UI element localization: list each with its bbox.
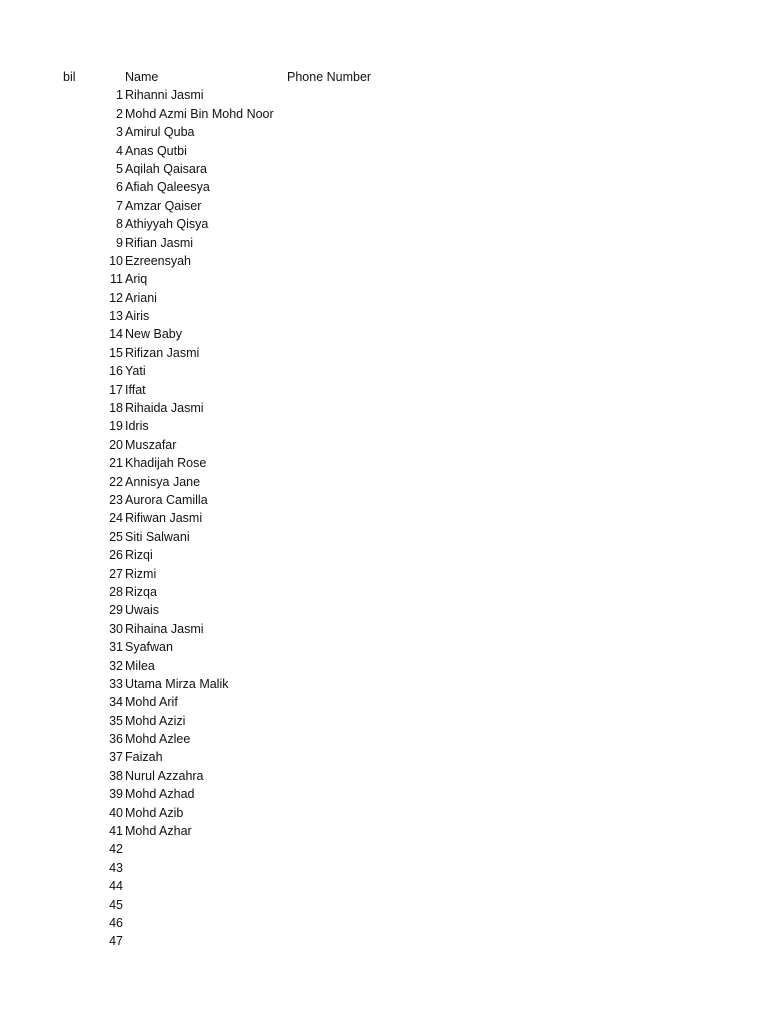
row-number: 35 bbox=[109, 713, 123, 728]
table-row bbox=[0, 785, 768, 803]
row-name: Anas Qutbi bbox=[125, 143, 187, 158]
row-number: 47 bbox=[109, 934, 123, 949]
row-name: Airis bbox=[125, 309, 150, 324]
table-row bbox=[0, 546, 768, 564]
row-number: 25 bbox=[109, 529, 123, 544]
row-number: 29 bbox=[109, 603, 123, 618]
row-number: 2 bbox=[116, 106, 123, 121]
row-number: 41 bbox=[109, 824, 123, 839]
table-row bbox=[0, 509, 768, 527]
row-number: 14 bbox=[109, 327, 123, 342]
row-name: Mohd Azlee bbox=[125, 732, 191, 747]
table-row bbox=[0, 473, 768, 491]
row-name: Rifiwan Jasmi bbox=[125, 511, 203, 526]
row-number: 28 bbox=[109, 584, 123, 599]
table-row bbox=[0, 197, 768, 215]
table-row bbox=[0, 657, 768, 675]
row-number: 20 bbox=[109, 437, 123, 452]
table-row bbox=[0, 840, 768, 858]
header-phone-number: Phone Number bbox=[287, 70, 372, 84]
row-name: Mohd Azhar bbox=[125, 824, 192, 839]
row-name: Utama Mirza Malik bbox=[125, 676, 229, 691]
table-row bbox=[0, 748, 768, 766]
table-row bbox=[0, 142, 768, 160]
row-number: 12 bbox=[109, 290, 123, 305]
contact-sheet bbox=[0, 68, 768, 951]
table-row bbox=[0, 234, 768, 252]
table-row bbox=[0, 381, 768, 399]
table-row bbox=[0, 399, 768, 417]
table-row bbox=[0, 252, 768, 270]
row-number: 11 bbox=[110, 272, 123, 287]
row-number: 39 bbox=[109, 787, 123, 802]
row-name: Uwais bbox=[125, 603, 160, 618]
table-row bbox=[0, 565, 768, 583]
row-name: Annisya Jane bbox=[125, 474, 201, 489]
row-name: Rizmi bbox=[125, 566, 157, 581]
row-name: Amirul Quba bbox=[125, 125, 195, 140]
row-name: Rizqi bbox=[125, 548, 153, 563]
table-row bbox=[0, 804, 768, 822]
table-row bbox=[0, 436, 768, 454]
row-number: 27 bbox=[109, 566, 123, 581]
row-name: Rifian Jasmi bbox=[125, 235, 194, 250]
row-number: 13 bbox=[109, 309, 123, 324]
row-number: 21 bbox=[109, 456, 123, 471]
table-row bbox=[0, 730, 768, 748]
table-row bbox=[0, 896, 768, 914]
table-row bbox=[0, 859, 768, 877]
row-number: 9 bbox=[116, 235, 123, 250]
table-row bbox=[0, 583, 768, 601]
table-row bbox=[0, 712, 768, 730]
row-name: Mohd Azizi bbox=[125, 713, 186, 728]
table-row bbox=[0, 601, 768, 619]
row-number: 43 bbox=[109, 860, 123, 875]
row-number: 44 bbox=[109, 879, 123, 894]
row-number: 30 bbox=[109, 621, 123, 636]
header-row bbox=[0, 68, 768, 86]
row-name: Mohd Azhad bbox=[125, 787, 195, 802]
table-row bbox=[0, 877, 768, 895]
row-number: 6 bbox=[116, 180, 123, 195]
row-name: Rihaina Jasmi bbox=[125, 621, 204, 636]
row-number: 38 bbox=[109, 768, 123, 783]
row-name: Afiah Qaleesya bbox=[125, 180, 210, 195]
row-name: Muszafar bbox=[125, 437, 177, 452]
row-number: 37 bbox=[109, 750, 123, 765]
row-number: 22 bbox=[109, 474, 123, 489]
row-name: Siti Salwani bbox=[125, 529, 190, 544]
row-number: 16 bbox=[109, 364, 123, 379]
table-row bbox=[0, 914, 768, 932]
row-name: New Baby bbox=[125, 327, 182, 342]
row-name: Yati bbox=[125, 364, 146, 379]
row-number: 17 bbox=[109, 382, 123, 397]
table-row bbox=[0, 289, 768, 307]
row-number: 32 bbox=[109, 658, 123, 673]
table-row bbox=[0, 86, 768, 104]
row-number: 24 bbox=[109, 511, 123, 526]
row-number: 3 bbox=[116, 125, 123, 140]
table-row bbox=[0, 160, 768, 178]
table-row bbox=[0, 105, 768, 123]
row-number: 42 bbox=[109, 842, 123, 857]
header-bil: bil bbox=[63, 70, 76, 84]
row-number: 31 bbox=[109, 640, 123, 655]
table-row bbox=[0, 178, 768, 196]
table-row bbox=[0, 215, 768, 233]
table-row bbox=[0, 767, 768, 785]
row-number: 8 bbox=[116, 217, 123, 232]
row-name: Aurora Camilla bbox=[125, 492, 208, 507]
row-number: 23 bbox=[109, 492, 123, 507]
row-name: Iffat bbox=[125, 382, 146, 397]
row-number: 34 bbox=[109, 695, 123, 710]
row-name: Ariq bbox=[125, 272, 148, 287]
row-name: Idris bbox=[125, 419, 149, 434]
row-name: Rizqa bbox=[125, 584, 157, 599]
row-number: 36 bbox=[109, 732, 123, 747]
row-name: Ariani bbox=[125, 290, 157, 305]
row-number: 26 bbox=[109, 548, 123, 563]
table-row bbox=[0, 325, 768, 343]
table-row bbox=[0, 822, 768, 840]
table-row bbox=[0, 417, 768, 435]
row-number: 46 bbox=[109, 915, 123, 930]
table-row bbox=[0, 675, 768, 693]
row-name: Khadijah Rose bbox=[125, 456, 207, 471]
table-row bbox=[0, 344, 768, 362]
row-name: Rihaida Jasmi bbox=[125, 401, 204, 416]
table-row bbox=[0, 270, 768, 288]
table-row bbox=[0, 638, 768, 656]
row-name: Rifizan Jasmi bbox=[125, 345, 200, 360]
row-number: 45 bbox=[109, 897, 123, 912]
row-number: 5 bbox=[116, 161, 123, 176]
row-number: 10 bbox=[109, 253, 123, 268]
row-name: Nurul Azzahra bbox=[125, 768, 204, 783]
row-name: Milea bbox=[125, 658, 155, 673]
row-name: Mohd Arif bbox=[125, 695, 178, 710]
table-row bbox=[0, 693, 768, 711]
row-name: Rihanni Jasmi bbox=[125, 88, 204, 103]
row-number: 40 bbox=[109, 805, 123, 820]
table-row bbox=[0, 620, 768, 638]
table-row bbox=[0, 123, 768, 141]
row-number: 19 bbox=[109, 419, 123, 434]
table-body bbox=[0, 86, 768, 950]
row-name: Syafwan bbox=[125, 640, 173, 655]
table-row bbox=[0, 491, 768, 509]
row-number: 33 bbox=[109, 676, 123, 691]
row-number: 4 bbox=[116, 143, 123, 158]
row-name: Aqilah Qaisara bbox=[125, 161, 207, 176]
row-name: Mohd Azib bbox=[125, 805, 184, 820]
row-number: 1 bbox=[116, 88, 123, 103]
header-name: Name bbox=[125, 70, 159, 84]
row-name: Athiyyah Qisya bbox=[125, 217, 209, 232]
table-row bbox=[0, 307, 768, 325]
table-row bbox=[0, 362, 768, 380]
table-row bbox=[0, 932, 768, 950]
table-row bbox=[0, 528, 768, 546]
row-number: 18 bbox=[109, 401, 123, 416]
row-number: 7 bbox=[116, 198, 123, 213]
row-name: Faizah bbox=[125, 750, 163, 765]
row-number: 15 bbox=[109, 345, 123, 360]
table-row bbox=[0, 454, 768, 472]
row-name: Mohd Azmi Bin Mohd Noor bbox=[125, 106, 274, 121]
row-name: Amzar Qaiser bbox=[125, 198, 202, 213]
row-name: Ezreensyah bbox=[125, 253, 192, 268]
